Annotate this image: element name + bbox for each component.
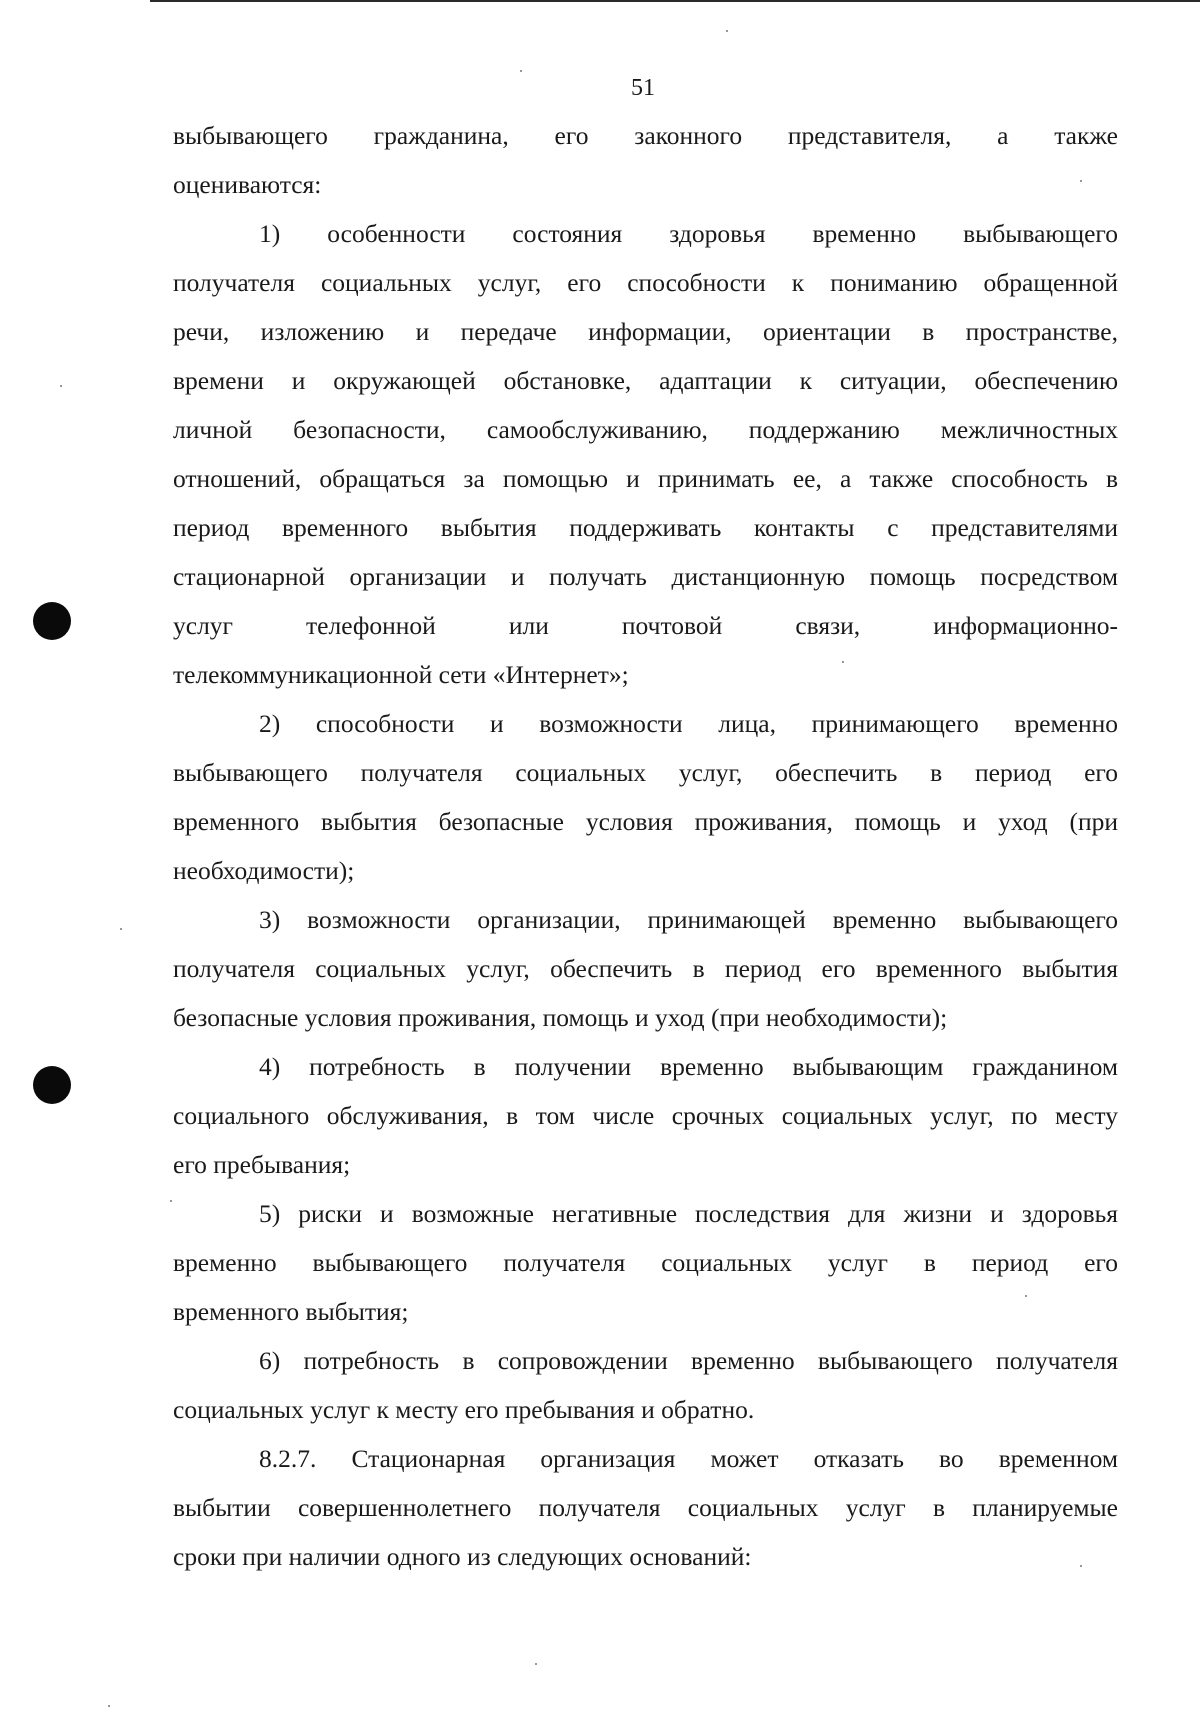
scan-speck (108, 1705, 110, 1707)
text-line: услуг телефонной или почтовой связи, информационно- (173, 611, 1118, 640)
text-line: период временного выбытия поддерживать контакты с представителями (173, 513, 1118, 542)
text-line: стационарной организации и получать дистанционную помощь посредством (173, 562, 1118, 591)
list-item-3-line: 3) возможности организации, принимающей временно выбывающего (259, 905, 1118, 934)
text-line: социальных услуг к месту его пребывания и обратно. (173, 1395, 755, 1424)
text-line: социального обслуживания, в том числе срочных социальных услуг, по месту (173, 1101, 1118, 1130)
list-item-2-line: 2) способности и возможности лица, принимающего временно (259, 709, 1118, 738)
document-body (173, 111, 1118, 1581)
list-item-5-line: 5) риски и возможные негативные последствия для жизни и здоровья (259, 1199, 1118, 1228)
text-line: временного выбытия безопасные условия проживания, помощь и уход (при (173, 807, 1118, 836)
list-item-4-line: 4) потребность в получении временно выбывающим гражданином (259, 1052, 1118, 1081)
text-line: временного выбытия; (173, 1297, 409, 1326)
text-line: речи, изложению и передаче информации, ориентации в пространстве, (173, 317, 1118, 346)
page-number: 51 (631, 75, 655, 101)
text-line: оцениваются: (173, 170, 322, 199)
text-line: необходимости); (173, 856, 355, 885)
text-line: получателя социальных услуг, обеспечить в период его временного выбытия (173, 954, 1118, 983)
text-line: временно выбывающего получателя социальных услуг в период его (173, 1248, 1118, 1277)
list-item-1-line: 1) особенности состояния здоровья временно выбывающего (259, 219, 1118, 248)
scan-speck (60, 385, 62, 387)
binder-hole-upper (33, 602, 71, 640)
scan-top-edge (150, 0, 1200, 2)
binder-hole-lower (33, 1066, 71, 1104)
list-item-6-line: 6) потребность в сопровождении временно выбывающего получателя (259, 1346, 1118, 1375)
text-line: сроки при наличии одного из следующих оснований: (173, 1542, 752, 1571)
clause-8-2-7-line: 8.2.7. Стационарная организация может отказать во временном (259, 1444, 1118, 1473)
text-line: выбывающего гражданина, его законного представителя, а также (173, 121, 1118, 150)
text-line: получателя социальных услуг, его способности к пониманию обращенной (173, 268, 1118, 297)
scan-speck (120, 928, 122, 930)
scan-speck (726, 30, 728, 32)
text-line: телекоммуникационной сети «Интернет»; (173, 660, 629, 689)
scan-speck (170, 1200, 172, 1202)
text-line: выбытии совершеннолетнего получателя социальных услуг в планируемые (173, 1493, 1118, 1522)
text-line: времени и окружающей обстановке, адаптации к ситуации, обеспечению (173, 366, 1118, 395)
scan-speck (535, 1663, 537, 1665)
text-line: его пребывания; (173, 1150, 351, 1179)
text-line: отношений, обращаться за помощью и принимать ее, а также способность в (173, 464, 1118, 493)
text-line: безопасные условия проживания, помощь и уход (при необходимости); (173, 1003, 948, 1032)
text-line: личной безопасности, самообслуживанию, поддержанию межличностных (173, 415, 1118, 444)
text-line: выбывающего получателя социальных услуг, обеспечить в период его (173, 758, 1118, 787)
